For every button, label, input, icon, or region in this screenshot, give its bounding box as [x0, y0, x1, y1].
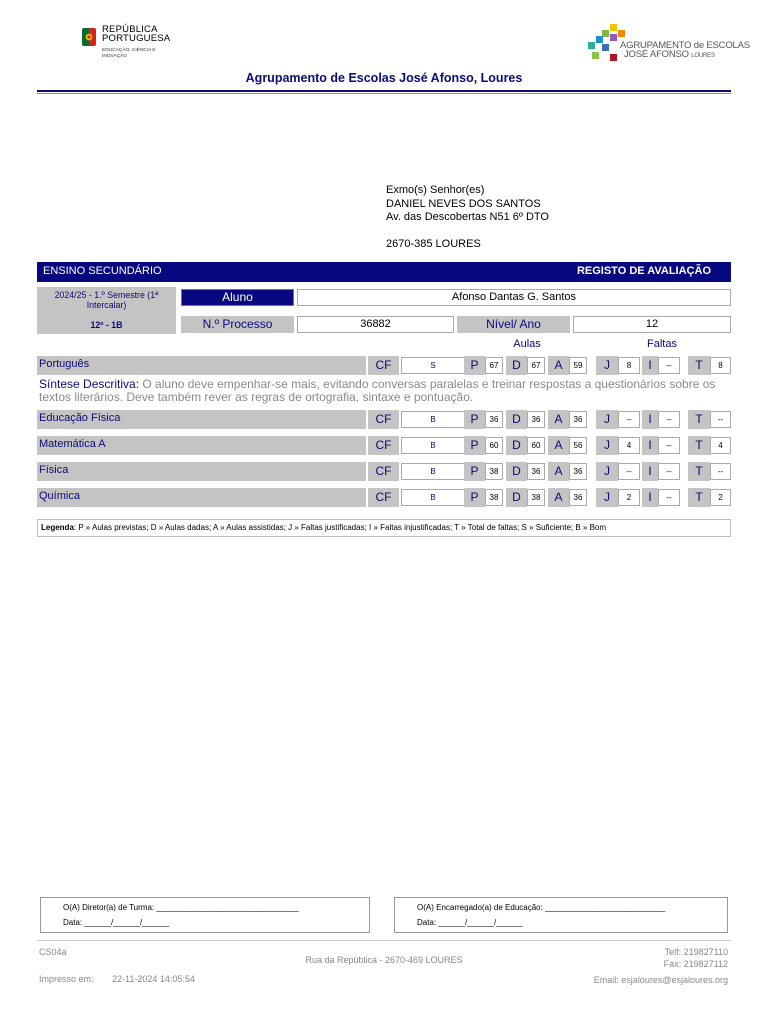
gov-ministry: EDUCAÇÃO, CIÊNCIA E INOVAÇÃO: [102, 48, 156, 59]
subject-name: Português: [37, 356, 366, 375]
flag-icon: [80, 26, 98, 48]
director-date: Data: ______/______/______: [63, 918, 169, 927]
t-value: 4: [710, 437, 731, 454]
d-code-label: D: [506, 410, 527, 429]
i-value: --: [658, 437, 680, 454]
gov-line2: PORTUGUESA: [102, 33, 171, 44]
period-box: [37, 287, 176, 334]
a-value: 36: [569, 463, 587, 480]
a-value: 36: [569, 489, 587, 506]
ag-line1: AGRUPAMENTO de ESCOLAS: [620, 40, 750, 51]
p-value: 60: [485, 437, 503, 454]
processo-label: N.º Processo: [181, 316, 294, 333]
recipient-postal: 2670-385 LOURES: [386, 238, 481, 250]
class-label: 12º - 1B: [90, 320, 123, 330]
d-code-label: D: [506, 356, 527, 375]
recipient-street: Av. das Descobertas N51 6º DTO: [386, 211, 549, 223]
title-divider-thin: [37, 93, 731, 94]
d-value: 67: [527, 357, 545, 374]
subject-row: [37, 462, 731, 481]
signature-guardian: [394, 897, 728, 933]
guardian-role: O(A) Encarregado(a) de Educação: ___________________________: [417, 903, 666, 912]
a-code-label: A: [548, 410, 569, 429]
j-value: 8: [618, 357, 640, 374]
report-banner: [37, 262, 731, 282]
sintese-descritiva: [39, 378, 731, 404]
cf-value: S: [401, 357, 465, 374]
j-value: 2: [618, 489, 640, 506]
a-code-label: A: [548, 436, 569, 455]
printed-label: Impresso em:: [39, 974, 94, 984]
cf-code-label: CF: [368, 436, 399, 455]
a-value: 36: [569, 411, 587, 428]
recipient-address: [386, 184, 549, 252]
j-code-label: J: [596, 462, 618, 481]
subject-name: Física: [37, 462, 366, 481]
cf-code-label: CF: [368, 410, 399, 429]
subject-name: Química: [37, 488, 366, 507]
t-code-label: T: [688, 356, 710, 375]
processo-value: 36882: [297, 316, 454, 333]
a-value: 56: [569, 437, 587, 454]
d-value: 36: [527, 463, 545, 480]
greeting: Exmo(s) Senhor(es): [386, 184, 485, 196]
t-value: 8: [710, 357, 731, 374]
t-value: 2: [710, 489, 731, 506]
a-value: 59: [569, 357, 587, 374]
ag-line2: JOSÉ AFONSO LOURES: [624, 49, 715, 60]
i-value: --: [658, 411, 680, 428]
nivel-label: Nível/ Ano: [457, 316, 570, 333]
banner-title: REGISTO DE AVALIAÇÃO: [576, 265, 711, 277]
legend: [37, 519, 731, 537]
p-code-label: P: [464, 356, 485, 375]
t-code-label: T: [688, 410, 710, 429]
t-code-label: T: [688, 436, 710, 455]
p-value: 38: [485, 463, 503, 480]
a-code-label: A: [548, 462, 569, 481]
guardian-date: Data: ______/______/______: [417, 918, 523, 927]
cf-value: B: [401, 463, 465, 480]
footer-tel: Telf: 219827110: [664, 947, 728, 957]
cf-value: B: [401, 437, 465, 454]
i-value: --: [658, 357, 680, 374]
p-value: 36: [485, 411, 503, 428]
aluno-value: Afonso Dantas G. Santos: [297, 289, 731, 306]
cf-code-label: CF: [368, 356, 399, 375]
cf-code-label: CF: [368, 488, 399, 507]
subject-name: Matemática A: [37, 436, 366, 455]
j-code-label: J: [596, 488, 618, 507]
p-code-label: P: [464, 436, 485, 455]
i-code-label: I: [642, 488, 658, 507]
gov-line1: REPÚBLICA: [102, 24, 158, 35]
j-code-label: J: [596, 356, 618, 375]
nivel-value: 12: [573, 316, 731, 333]
d-code-label: D: [506, 436, 527, 455]
i-code-label: I: [642, 410, 658, 429]
j-value: --: [618, 463, 640, 480]
i-code-label: I: [642, 462, 658, 481]
p-value: 38: [485, 489, 503, 506]
i-value: --: [658, 489, 680, 506]
footer-divider: [37, 940, 731, 941]
aulas-header: Aulas: [513, 338, 541, 350]
sintese-label: Síntese Descritiva:: [39, 377, 140, 391]
t-code-label: T: [688, 488, 710, 507]
sintese-text: O aluno deve empenhar-se mais, evitando conversas paralelas e treinar respostas a questionários sobre os textos literários. Deve também rever as regras de ortografia, sintaxe e pontuação.: [39, 377, 716, 404]
printed-value: 22-11-2024 14:05:54: [112, 974, 195, 984]
footer-fax: Fax: 219827112: [663, 959, 728, 969]
subject-row: [37, 356, 731, 375]
subject-name: Educação Física: [37, 410, 366, 429]
i-code-label: I: [642, 356, 658, 375]
doc-code: CS04a: [39, 947, 67, 957]
d-value: 60: [527, 437, 545, 454]
signature-director: [40, 897, 370, 933]
i-value: --: [658, 463, 680, 480]
p-value: 67: [485, 357, 503, 374]
t-value: --: [710, 463, 731, 480]
d-value: 36: [527, 411, 545, 428]
cf-value: B: [401, 489, 465, 506]
a-code-label: A: [548, 488, 569, 507]
footer-address: Rua da República - 2670-469 LOURES: [305, 955, 463, 965]
subject-row: [37, 436, 731, 455]
subject-row: [37, 410, 731, 429]
j-value: --: [618, 411, 640, 428]
j-value: 4: [618, 437, 640, 454]
j-code-label: J: [596, 436, 618, 455]
aluno-label: Aluno: [181, 289, 294, 306]
d-code-label: D: [506, 488, 527, 507]
d-code-label: D: [506, 462, 527, 481]
p-code-label: P: [464, 488, 485, 507]
banner-level: ENSINO SECUNDÁRIO: [43, 265, 162, 277]
agrupamento-logo: [588, 22, 750, 62]
faltas-header: Faltas: [647, 338, 677, 350]
school-title: Agrupamento de Escolas José Afonso, Loures: [245, 71, 523, 85]
cf-value: B: [401, 411, 465, 428]
legend-label: Legenda: [41, 523, 74, 532]
p-code-label: P: [464, 462, 485, 481]
subject-row: [37, 488, 731, 507]
director-role: O(A) Diretor(a) de Turma: ________________________________: [63, 903, 299, 912]
a-code-label: A: [548, 356, 569, 375]
t-code-label: T: [688, 462, 710, 481]
j-code-label: J: [596, 410, 618, 429]
t-value: --: [710, 411, 731, 428]
p-code-label: P: [464, 410, 485, 429]
title-divider: [37, 90, 731, 92]
footer-email: Email: esjaloures@esjaloures.org: [593, 975, 728, 985]
i-code-label: I: [642, 436, 658, 455]
legend-text: : P » Aulas previstas; D » Aulas dadas; A » Aulas assistidas; J » Faltas justificadas; I » Faltas injustificadas; T » Total de faltas; S » Suficiente; B » Bom: [73, 523, 607, 532]
d-value: 38: [527, 489, 545, 506]
republica-portuguesa-logo: [80, 24, 190, 64]
recipient-name: DANIEL NEVES DOS SANTOS: [386, 197, 541, 210]
period-label: 2024/25 - 1.º Semestre (1ª Intercalar): [54, 290, 159, 310]
cf-code-label: CF: [368, 462, 399, 481]
